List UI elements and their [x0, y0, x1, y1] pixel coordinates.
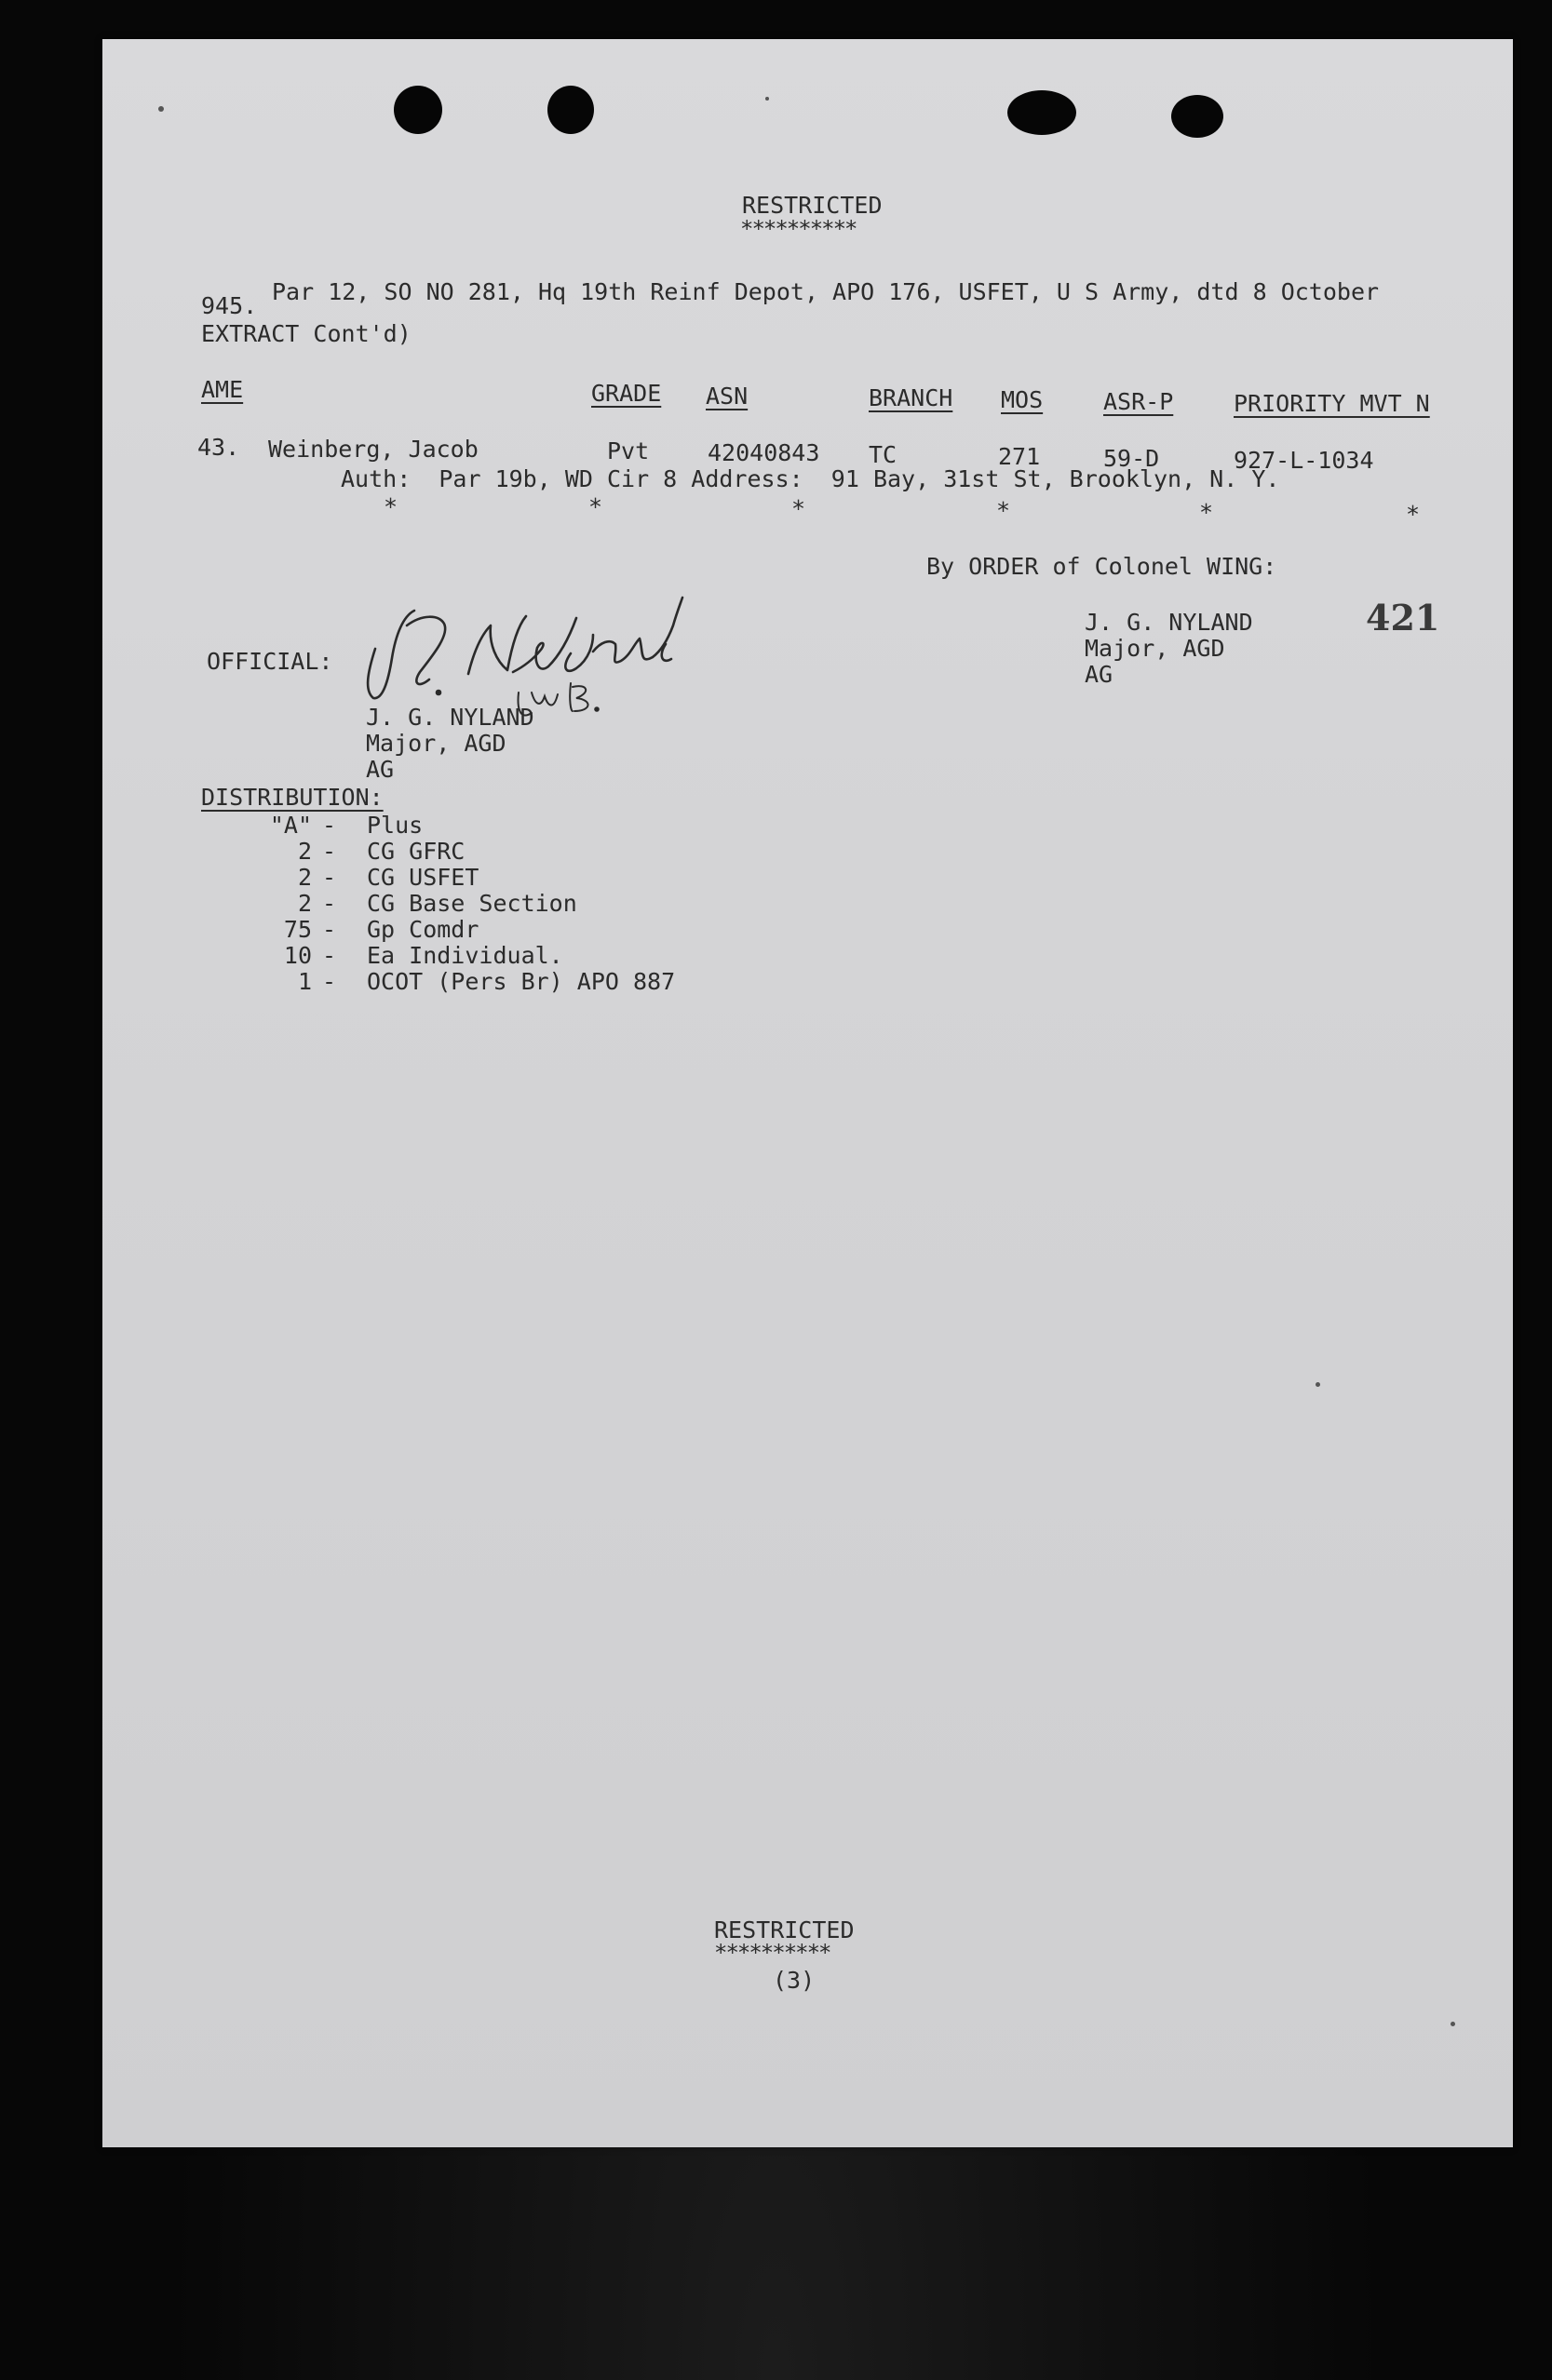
- classification-bottom: RESTRICTED: [714, 1916, 855, 1943]
- row-mos: 271: [998, 443, 1041, 470]
- stamp-number: 421: [1366, 597, 1440, 639]
- column-header-grade: GRADE: [591, 380, 662, 407]
- row-number: 43.: [197, 434, 240, 461]
- asterisk: *: [996, 497, 1011, 524]
- row-priority: 927-L-1034: [1234, 447, 1374, 474]
- distribution-qty: 1: [297, 968, 312, 995]
- row-asn: 42040843: [708, 439, 820, 466]
- official-label: OFFICIAL:: [207, 648, 333, 675]
- distribution-label: DISTRIBUTION:: [201, 784, 384, 811]
- asterisk: *: [791, 495, 806, 522]
- row-grade: Pvt: [607, 437, 650, 464]
- scan-speck: [765, 97, 769, 101]
- punch-hole: [547, 86, 594, 134]
- distribution-recipient: CG Base Section: [367, 890, 577, 917]
- distribution-dash: -: [322, 916, 337, 943]
- distribution-qty: 10: [283, 942, 312, 969]
- distribution-dash: -: [322, 942, 337, 969]
- page-number: (3): [773, 1967, 816, 1994]
- distribution-qty: 2: [297, 838, 312, 865]
- row-asrp: 59-D: [1103, 445, 1160, 472]
- row-branch: TC: [869, 441, 897, 468]
- distribution-dash: -: [322, 968, 337, 995]
- distribution-qty: "A": [269, 812, 312, 839]
- order-officer-rank: Major, AGD: [1085, 635, 1225, 662]
- auth-address-line: Auth: Par 19b, WD Cir 8 Address: 91 Bay, 31st St, Brooklyn, N. Y.: [341, 465, 1280, 492]
- column-header-asn: ASN: [706, 383, 749, 410]
- column-header-mos: MOS: [1001, 386, 1044, 413]
- classification-rule-bottom: **********: [714, 1940, 830, 1966]
- by-order-line: By ORDER of Colonel WING:: [926, 553, 1277, 580]
- asterisk: *: [384, 493, 398, 520]
- punch-hole: [1171, 95, 1223, 138]
- classification-rule-top: **********: [740, 216, 857, 242]
- distribution-recipient: OCOT (Pers Br) APO 887: [367, 968, 676, 995]
- order-officer-title: AG: [1085, 661, 1113, 688]
- official-title: AG: [366, 756, 395, 783]
- distribution-dash: -: [322, 864, 337, 891]
- row-name: Weinberg, Jacob: [268, 436, 479, 463]
- column-header-branch: BRANCH: [869, 384, 953, 411]
- distribution-qty: 2: [297, 864, 312, 891]
- asterisk: *: [588, 493, 603, 520]
- asterisk: *: [1406, 501, 1421, 528]
- scan-speck: [1451, 2022, 1455, 2026]
- distribution-dash: -: [322, 890, 337, 917]
- reference-line: Par 12, SO NO 281, Hq 19th Reinf Depot, APO 176, USFET, U S Army, dtd 8 October: [272, 278, 1380, 305]
- reference-line-continued: 945.: [201, 292, 258, 319]
- distribution-recipient: Plus: [367, 812, 424, 839]
- distribution-recipient: Gp Comdr: [367, 916, 479, 943]
- distribution-dash: -: [322, 838, 337, 865]
- official-name: J. G. NYLAND: [366, 704, 534, 731]
- asterisk: *: [1199, 499, 1214, 526]
- punch-hole: [1007, 90, 1076, 135]
- column-header-priority: PRIORITY MVT N: [1234, 390, 1430, 417]
- document-page: [102, 39, 1513, 2147]
- column-header-name: AME: [201, 376, 244, 403]
- classification-top: RESTRICTED: [742, 192, 883, 219]
- extract-heading: EXTRACT Cont'd): [201, 320, 412, 347]
- distribution-recipient: CG USFET: [367, 864, 479, 891]
- column-header-asrp: ASR-P: [1103, 388, 1174, 415]
- scan-speck: [1316, 1382, 1320, 1387]
- distribution-dash: -: [322, 812, 337, 839]
- distribution-recipient: CG GFRC: [367, 838, 466, 865]
- official-rank: Major, AGD: [366, 730, 506, 757]
- distribution-recipient: Ea Individual.: [367, 942, 563, 969]
- punch-hole: [394, 86, 442, 134]
- distribution-qty: 75: [283, 916, 312, 943]
- order-officer-name: J. G. NYLAND: [1085, 609, 1253, 636]
- distribution-qty: 2: [297, 890, 312, 917]
- scan-speck: [158, 106, 164, 112]
